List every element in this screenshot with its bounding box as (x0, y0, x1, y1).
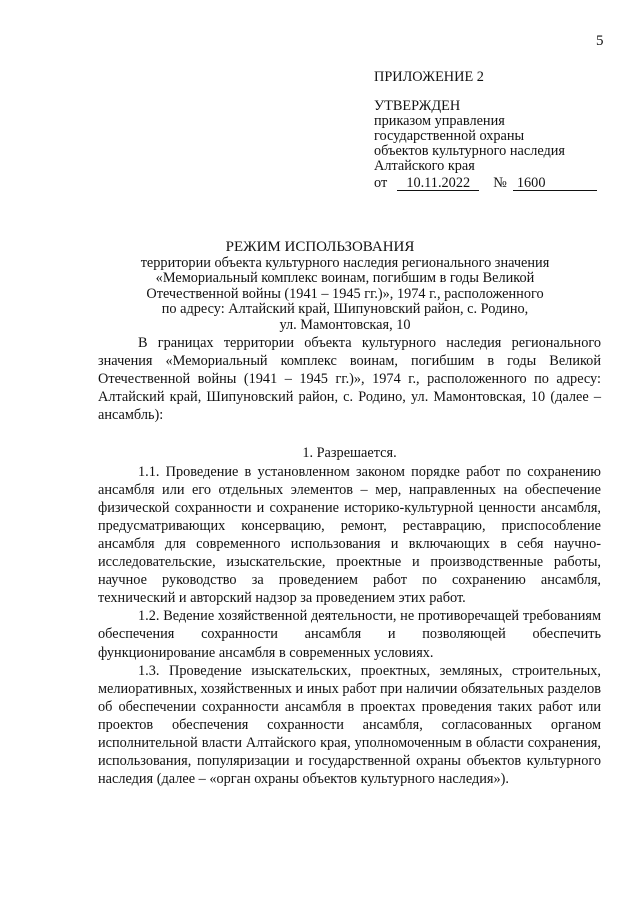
order-line (374, 176, 614, 191)
intro-paragraph: В границах территории объекта культурного наследия регионального значения «Мемориальный комплекс воинам, погибшим в годы Великой Отечественной войны (1941 – 1945 гг.)», 1974 г., расположенного по адресу: Алтайский край, Шипуновский район, с. Родино, ул. Мамонтовская, 10 (далее – ансамбль): (98, 335, 601, 424)
number-label: № (493, 175, 507, 191)
title-line: по адресу: Алтайский край, Шипуновский район, с. Родино, (161, 301, 529, 317)
clause-1-2: 1.2. Ведение хозяйственной деятельности, не противоречащей требованиям обеспечения сохранности ансамбля и позволяющей обеспечить функционирование ансамбля в современных условиях. (98, 608, 601, 661)
order-number: 1600 (513, 176, 597, 191)
approval-line: приказом управления (374, 113, 505, 129)
title-line: территории объекта культурного наследия регионального значения (140, 254, 550, 271)
clause-1-3: 1.3. Проведение изыскательских, проектных, земляных, строительных, мелиоративных, хозяйственных и иных работ при наличии обязательных разделов об обеспечении сохранности ансамбля в проектах проведения таких работ или проектов обеспечения сохранности ансамбля, согласованных органом исполнительной власти Алтайского края, уполномоченным в области сохранения, использования, популяризации и государственной охраны объектов культурного наследия (далее – «орган охраны объектов культурного наследия»). (98, 662, 601, 788)
title-line: «Мемориальный комплекс воинам, погибшим в годы Великой (155, 270, 535, 286)
page-number: 5 (596, 33, 604, 49)
section-heading: 1. Разрешается. (302, 445, 397, 462)
approved-label: УТВЕРЖДЕН (374, 98, 461, 114)
title-line: Отечественной войны (1941 – 1945 гг.)», 1974 г., расположенного (146, 285, 544, 302)
title-line: ул. Мамонтовская, 10 (279, 316, 411, 333)
approval-line: Алтайского края (374, 158, 475, 174)
approval-block (374, 70, 614, 191)
document-title-block (0, 240, 640, 333)
appendix-label: ПРИЛОЖЕНИЕ 2 (374, 69, 484, 85)
from-label: от (374, 175, 388, 191)
approval-line: объектов культурного наследия (374, 143, 565, 159)
clause-1-1: 1.1. Проведение в установленном законом порядке работ по сохранению ансамбля или его отдельных элементов – мер, направленных на обеспечение физической сохранности и сохранение историко-культурной ценности ансамбля, предусматривающих консервацию, ремонт, реставрацию, приспособление ансамбля для современного использования и включающих в себя научно-исследовательские, изыскательские, проектные и производственные работы, научное руководство за проведением работ по сохранению ансамбля, технический и авторский надзор за проведением этих работ. (98, 463, 601, 607)
approval-line: государственной охраны (374, 128, 525, 144)
document-body (98, 334, 601, 788)
order-date: 10.11.2022 (397, 176, 479, 191)
document-title: РЕЖИМ ИСПОЛЬЗОВАНИЯ (225, 239, 415, 255)
